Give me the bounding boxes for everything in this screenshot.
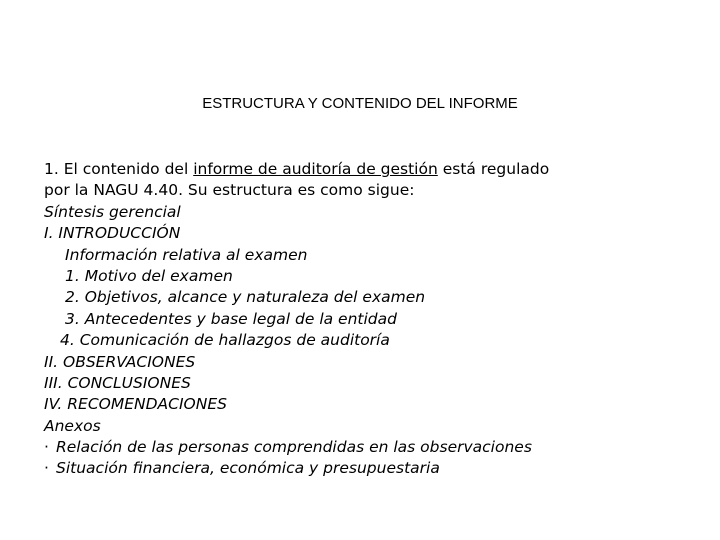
bullet-marker: · <box>44 438 49 457</box>
intro-line-2: por la NAGU 4.40. Su estructura es como sigue: <box>44 181 415 200</box>
outline-recomendaciones: IV. RECOMENDACIONES <box>44 395 227 414</box>
bullet-marker: · <box>44 459 49 478</box>
anexo-item-2 <box>44 458 704 479</box>
anexo-item-1 <box>44 437 704 458</box>
intro-text-1: 1. El contenido del <box>44 160 194 178</box>
outline-observaciones: II. OBSERVACIONES <box>44 352 196 371</box>
outline-conclusiones: III. CONCLUSIONES <box>44 373 191 392</box>
slide-title <box>0 94 720 114</box>
slide-title-text: ESTRUCTURA Y CONTENIDO DEL INFORME <box>202 95 518 112</box>
outline-comunicacion: 4. Comunicación de hallazgos de auditoría <box>60 331 390 350</box>
intro-underlined-term: informe de auditoría de gestión <box>193 160 438 178</box>
intro-line-1 <box>44 159 704 180</box>
anexo-item-1-text: Relación de las personas comprendidas en las observaciones <box>56 438 532 457</box>
outline-objetivos: 2. Objetivos, alcance y naturaleza del examen <box>65 288 426 307</box>
outline-introduccion: I. INTRODUCCIÓN <box>44 224 181 243</box>
outline-antecedentes: 3. Antecedentes y base legal de la entidad <box>65 309 397 328</box>
anexo-item-2-text: Situación financiera, económica y presupuestaria <box>56 459 440 478</box>
intro-text-2: está regulado <box>437 160 550 178</box>
slide-body <box>44 159 704 480</box>
outline-motivo: 1. Motivo del examen <box>65 266 233 285</box>
outline-sintesis: Síntesis gerencial <box>44 202 181 221</box>
outline-info-relativa: Información relativa al examen <box>65 245 308 264</box>
outline-anexos: Anexos <box>44 416 101 435</box>
